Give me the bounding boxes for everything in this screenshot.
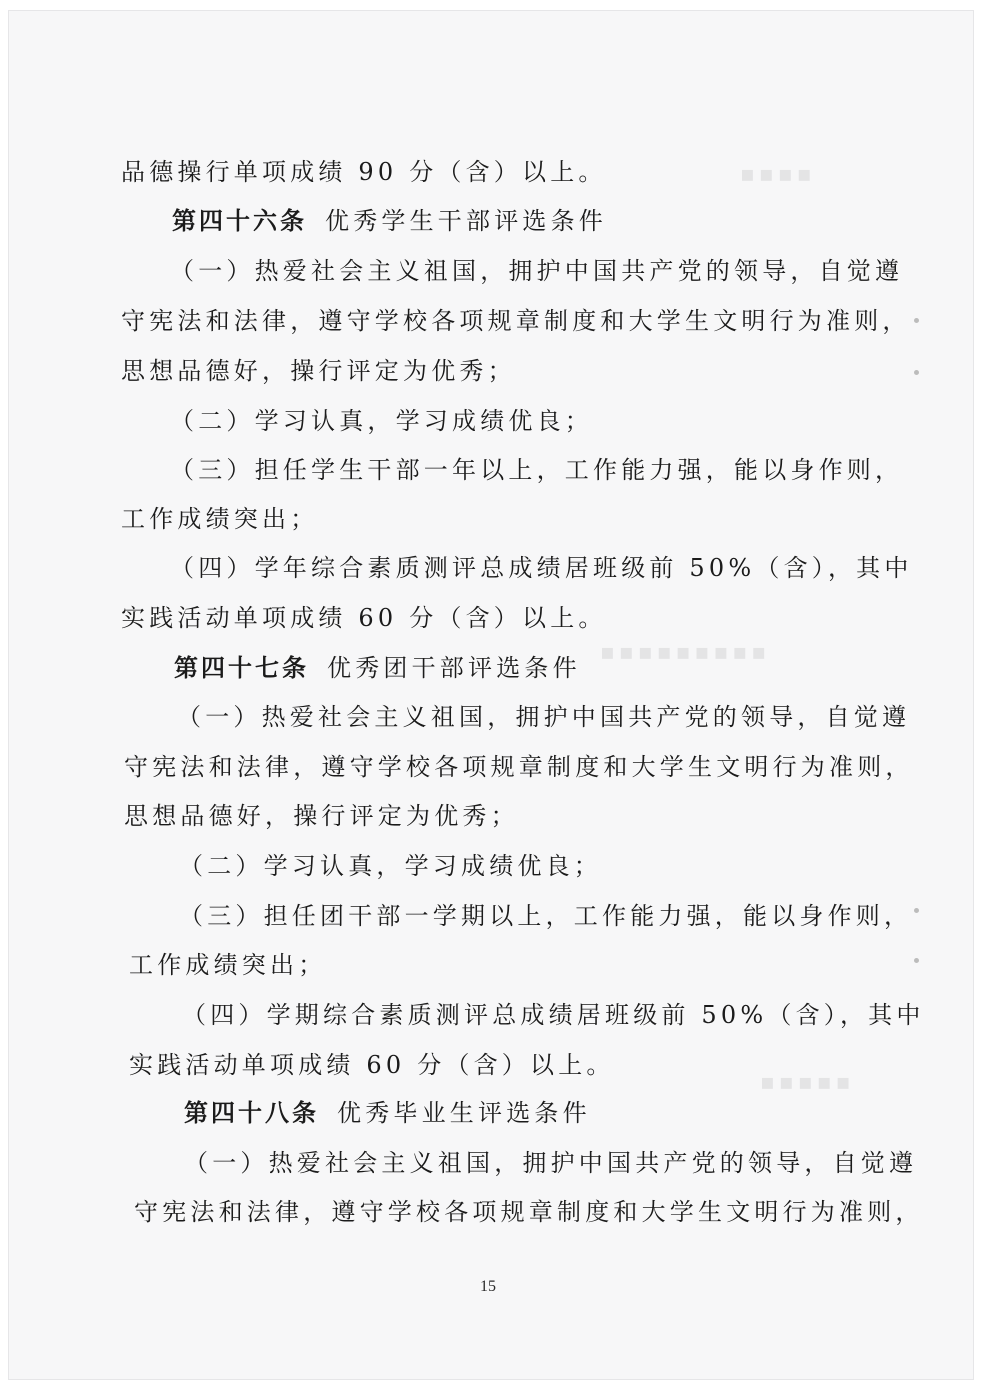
- bleed-through-mark: ▪▪▪▪▪: [760, 1070, 855, 1095]
- scan-dot: [914, 908, 919, 913]
- body-line: 守宪法和法律，遵守学校各项规章制度和大学生文明行为准则，: [124, 753, 914, 781]
- bleed-through-mark: ▪▪▪▪: [740, 162, 816, 187]
- scan-dot: [914, 958, 919, 963]
- body-line: 守宪法和法律，遵守学校各项规章制度和大学生文明行为准则，: [121, 307, 911, 335]
- body-line: 品德操行单项成绩 90 分（含）以上。: [121, 158, 607, 186]
- body-line: 思想品德好，操行评定为优秀；: [121, 357, 516, 385]
- article-heading: 优秀学生干部评选条件: [325, 207, 607, 235]
- bleed-through-mark: ▪▪▪▪▪▪▪▪▪: [600, 640, 771, 665]
- body-line: 思想品德好，操行评定为优秀；: [124, 802, 519, 830]
- body-line: （二）学习认真，学习成绩优良；: [179, 852, 602, 880]
- body-line: 实践活动单项成绩 60 分（含）以上。: [129, 1051, 615, 1079]
- body-line: 实践活动单项成绩 60 分（含）以上。: [121, 604, 607, 632]
- body-line: （四）学年综合素质测评总成绩居班级前 50%（含），其中: [170, 554, 913, 582]
- article-number: 第四十八条: [184, 1098, 319, 1127]
- page-number: 15: [480, 1278, 496, 1295]
- article-heading: 优秀团干部评选条件: [327, 654, 581, 682]
- body-line: 守宪法和法律，遵守学校各项规章制度和大学生文明行为准则，: [134, 1198, 924, 1226]
- body-line: （四）学期综合素质测评总成绩居班级前 50%（含），其中: [182, 1001, 925, 1029]
- body-line: 工作成绩突出；: [121, 505, 319, 533]
- scan-dot: [914, 370, 919, 375]
- body-line: （一）热爱社会主义祖国，拥护中国共产党的领导，自觉遵: [184, 1149, 918, 1177]
- article-heading: 优秀毕业生评选条件: [337, 1099, 591, 1127]
- article-header: [172, 206, 607, 236]
- scan-dot: [914, 318, 919, 323]
- article-header: [174, 653, 581, 683]
- body-line: 工作成绩突出；: [129, 951, 327, 979]
- body-line: （三）担任团干部一学期以上，工作能力强，能以身作则，: [179, 902, 913, 930]
- article-header: [184, 1098, 591, 1128]
- article-number: 第四十六条: [172, 206, 307, 235]
- body-line: （二）学习认真，学习成绩优良；: [170, 407, 593, 435]
- body-line: （三）担任学生干部一年以上，工作能力强，能以身作则，: [170, 456, 904, 484]
- body-line: （一）热爱社会主义祖国，拥护中国共产党的领导，自觉遵: [170, 257, 904, 285]
- article-number: 第四十七条: [174, 653, 309, 682]
- body-line: （一）热爱社会主义祖国，拥护中国共产党的领导，自觉遵: [177, 703, 911, 731]
